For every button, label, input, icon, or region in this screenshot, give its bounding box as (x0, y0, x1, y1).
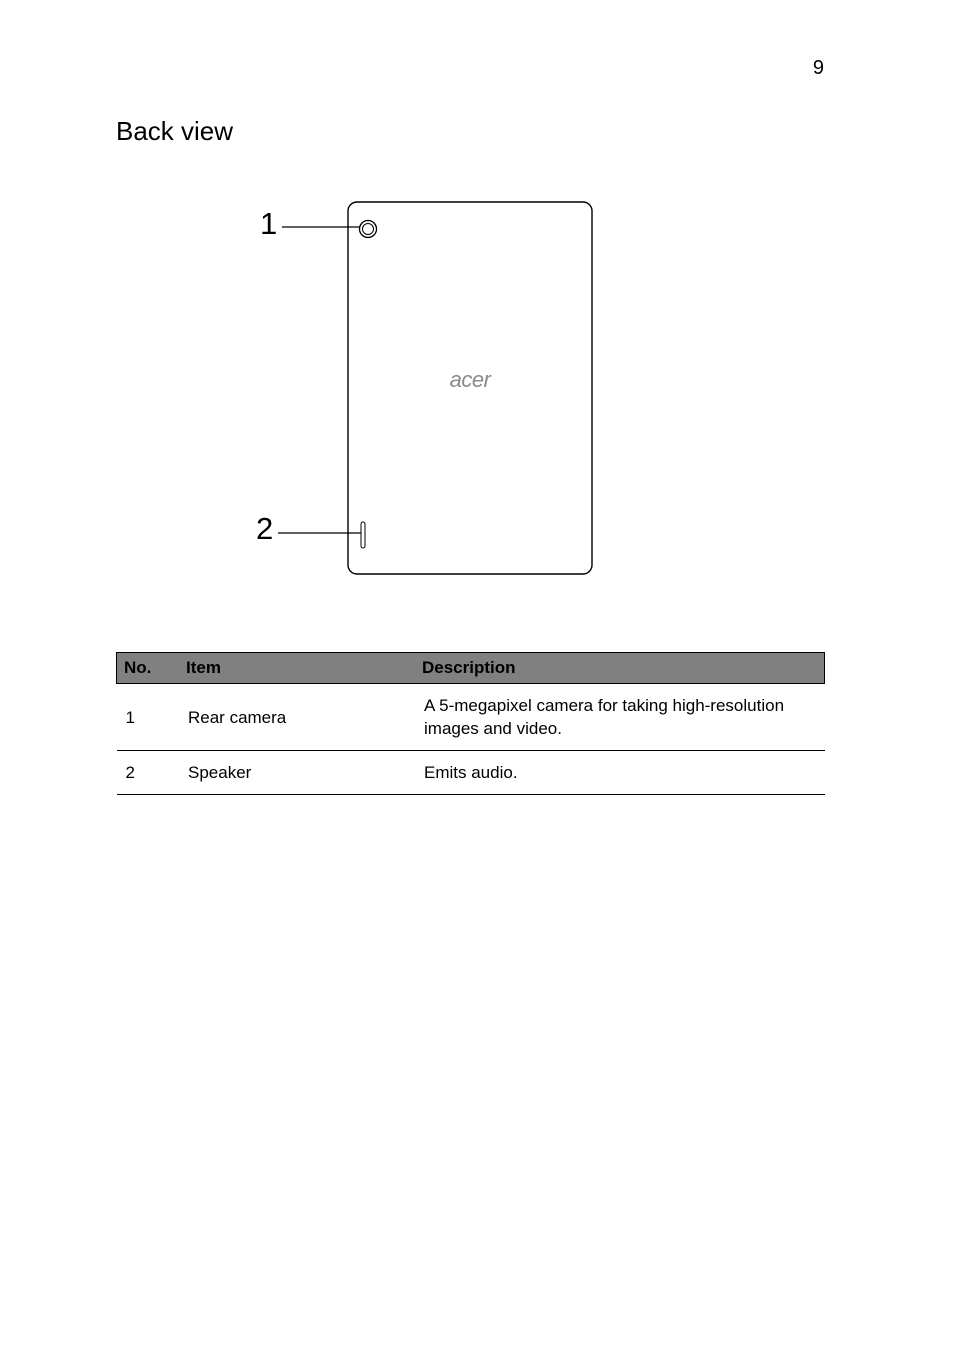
section-title: Back view (116, 116, 234, 146)
tablet-back-view-figure (240, 190, 620, 590)
column-header-description: Description (408, 653, 825, 684)
column-header-no: No. (117, 653, 174, 684)
cell-item: Speaker (173, 751, 408, 795)
page-number: 9 (812, 57, 824, 79)
table-row (117, 751, 825, 795)
acer-logo: acer (449, 367, 491, 392)
table-row (117, 684, 825, 751)
callout-label-1: 1 (260, 206, 278, 241)
cell-description: A 5-megapixel camera for taking high-resolution images and video. (408, 684, 825, 751)
callout-label-2: 2 (256, 511, 274, 546)
speaker-slot-icon (361, 522, 365, 548)
rear-camera-lens-icon (363, 224, 374, 235)
cell-no: 2 (117, 751, 174, 795)
cell-no: 1 (117, 684, 174, 751)
cell-description: Emits audio. (408, 751, 825, 795)
back-view-spec-table (116, 652, 825, 795)
column-header-item: Item (173, 653, 408, 684)
tablet-back-diagram (240, 190, 620, 590)
table-header-row (117, 653, 825, 684)
cell-item: Rear camera (173, 684, 408, 751)
